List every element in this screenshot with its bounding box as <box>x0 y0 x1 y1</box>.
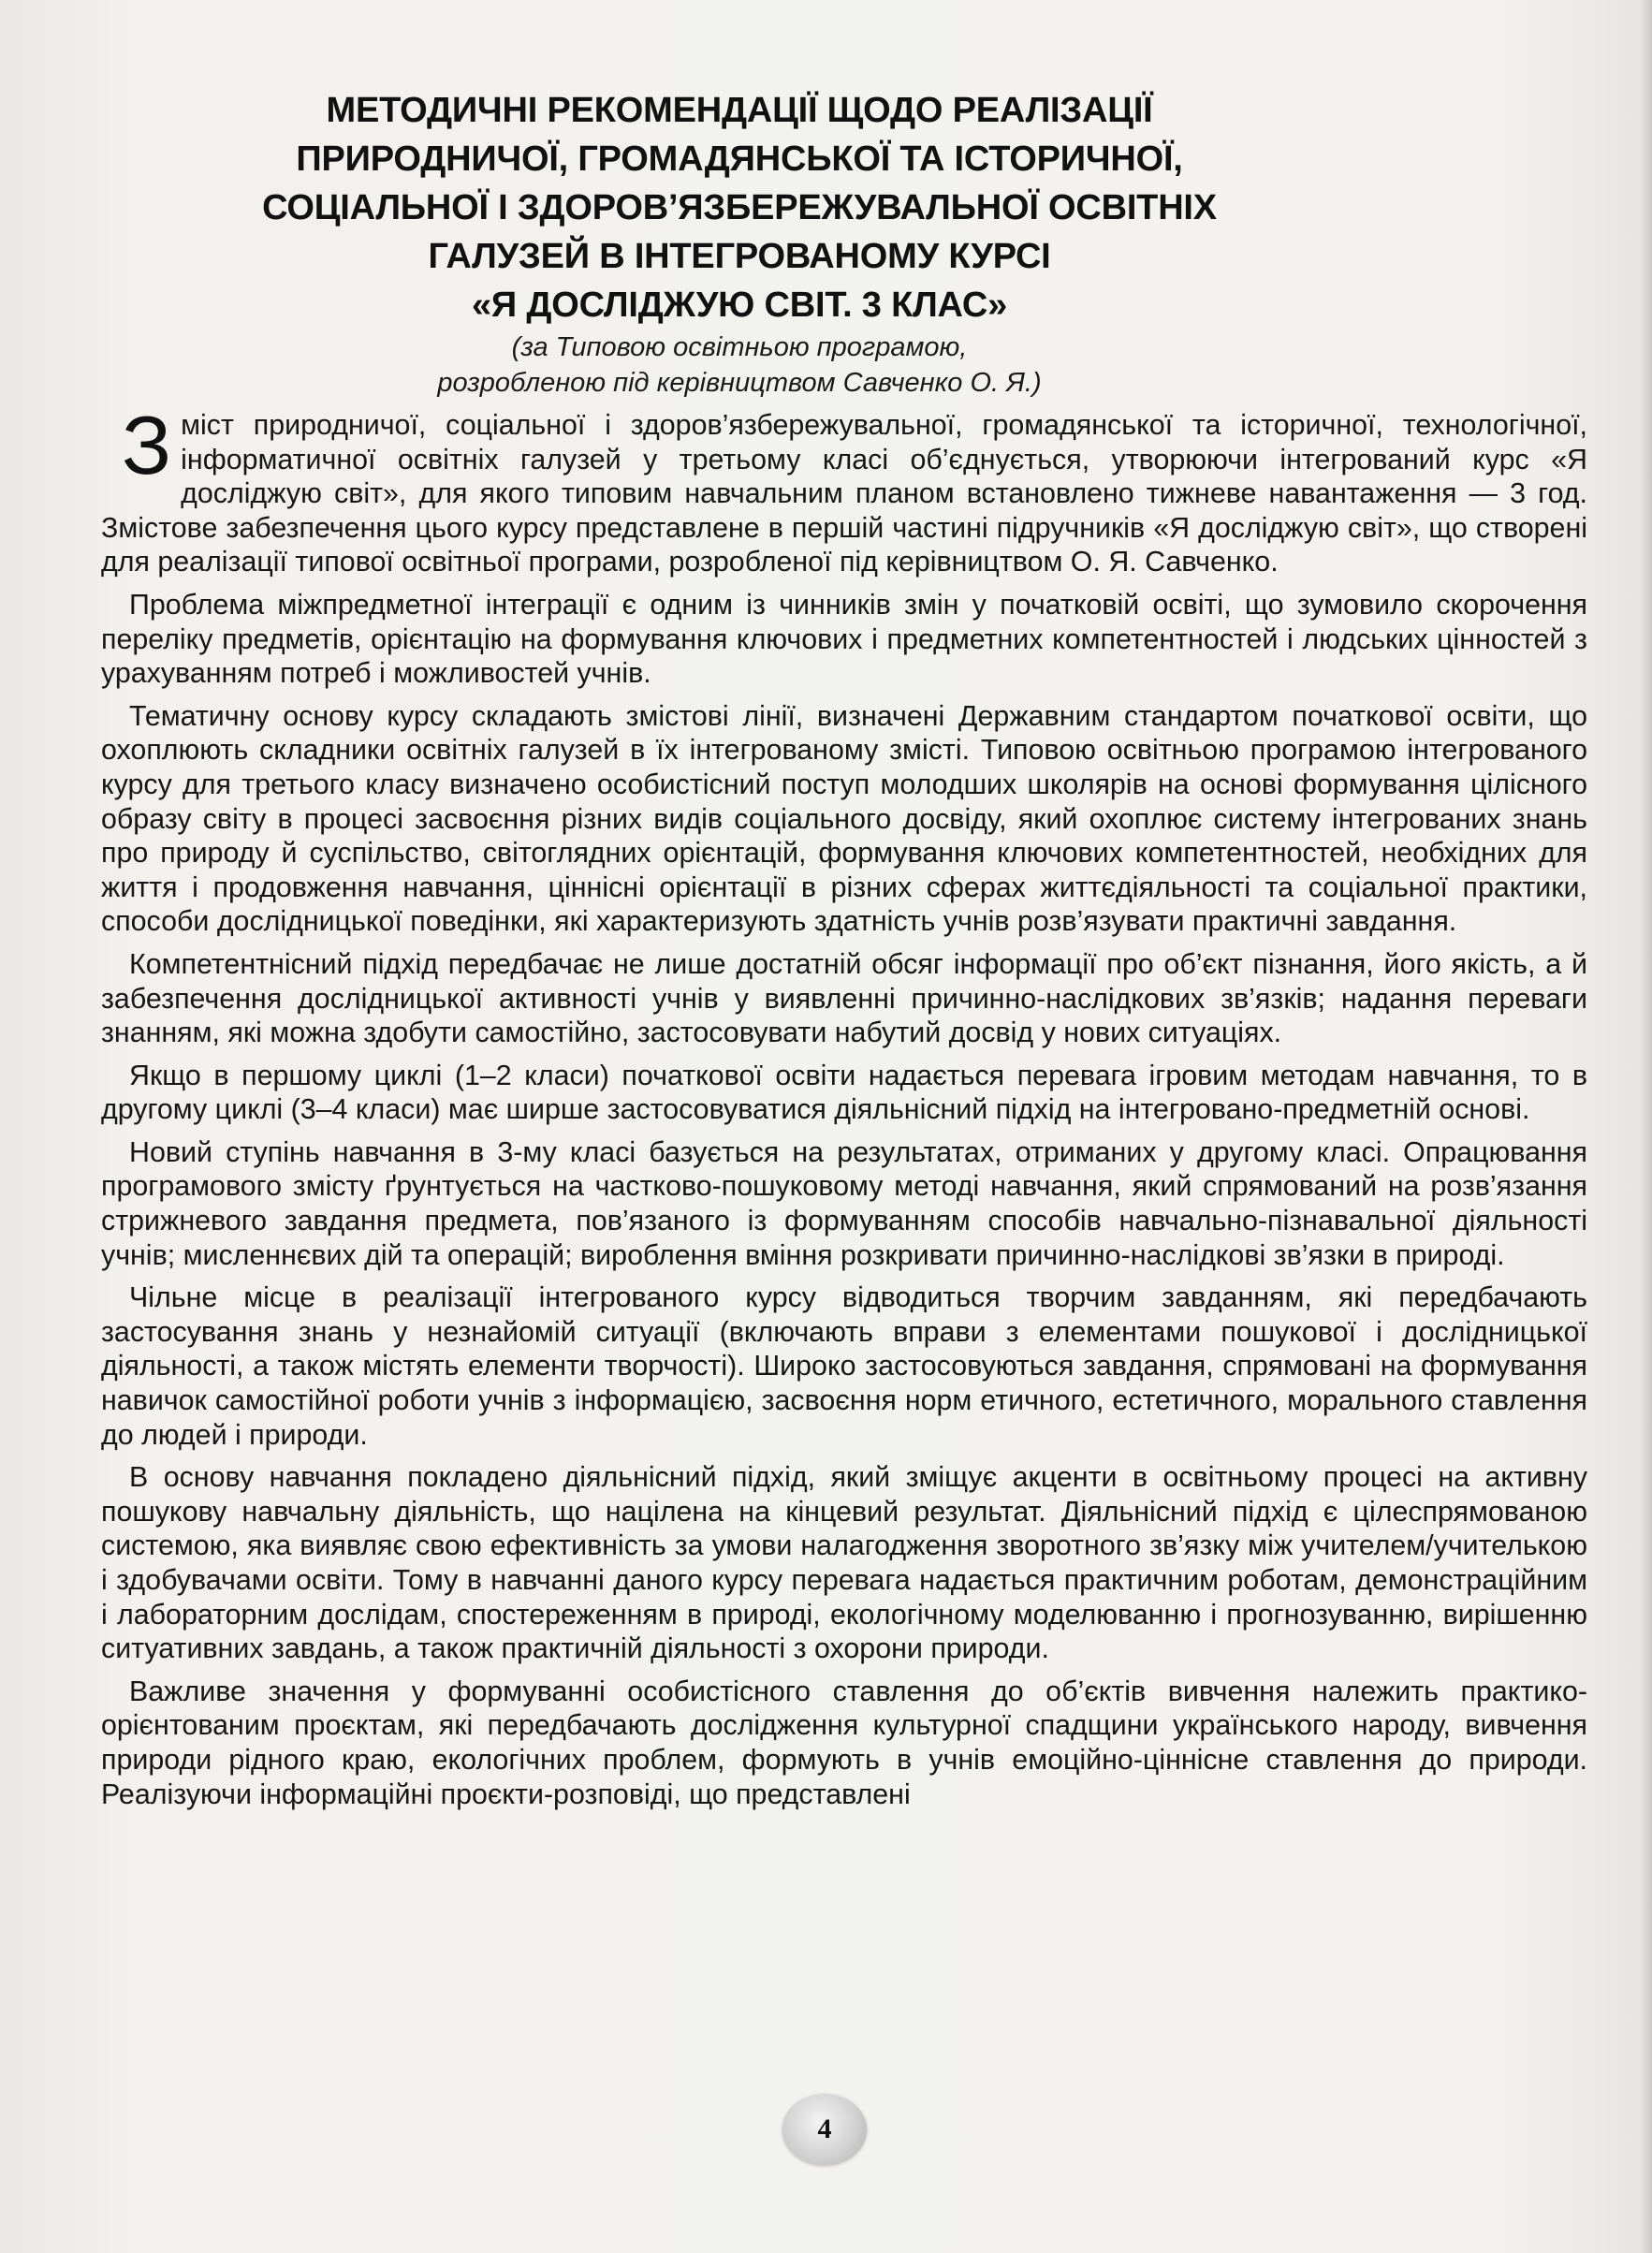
paragraph-text: міст природничої, соціальної і здоров’язбережувальної, громадянської та історичної, технологічної, інформатичної освітніх галузей у третьому класі об’єднується, утворюючи інтегрований курс «Я досліджую світ», для якого типовим навчальним планом встановлено тижневе навантаження — 3 год. Змістове забезпечення цього курсу представлене в першій частині підручників «Я досліджую світ», що створені для реалізації типової освітньої програми, розробленої під керівництвом О. Я. Савченко. <box>101 409 1587 578</box>
drop-cap: З <box>122 399 172 491</box>
document-title <box>243 86 1235 329</box>
title-line: СОЦІАЛЬНОЇ І ЗДОРОВ’ЯЗБЕРЕЖУВАЛЬНОЇ ОСВІТНІХ <box>262 188 1217 227</box>
document-body <box>101 399 1587 1811</box>
paragraph <box>101 399 1587 579</box>
paragraph: Тематичну основу курсу складають змістові лінії, визначені Державним стандартом початкової освіти, що охоплюють складники освітніх галузей в їх інтегрованому змісті. Типовою освітньою програмою інтегрованого курсу для третього класу визначено особистісний поступ молодших школярів на основі формування цілісного образу світу в процесі засвоєння різних видів соціального досвіду, який охоплює систему інтегрованих знань про природу й суспільство, світоглядних орієнтацій, формування ключових компетентностей, необхідних для життя і продовження навчання, ціннісні орієнтації в різних сферах життєдіяльності та соціальної практики, способи дослідницької поведінки, які характеризують здатність учнів розв’язувати практичні завдання. <box>101 699 1587 938</box>
subtitle-line: (за Типовою освітньою програмою, <box>511 332 968 362</box>
paragraph: Новий ступінь навчання в 3-му класі базується на результатах, отриманих у другому класі. Опрацювання програмового змісту ґрунтується на частково-пошуковому методі навчання, який спрямований на розв’язання стрижневого завдання предмета, пов’язаного із формуванням способів навчально-пізнавальної діяльності учнів; мисленнєвих дій та операцій; вироблення вміння розкривати причинно-наслідкові зв’язки в природі. <box>101 1135 1587 1271</box>
paragraph: Важливе значення у формуванні особистісного ставлення до об’єктів вивчення належить практико-орієнтованим проєктам, які передбачають дослідження культурної спадщини українського народу, вивчення природи рідного краю, екологічних проблем, формують в учнів емоційно-ціннісне ставлення до природи. Реалізуючи інформаційні проєкти-розповіді, що представлені <box>101 1675 1587 1810</box>
document-subtitle <box>243 329 1235 401</box>
title-line: ГАЛУЗЕЙ В ІНТЕГРОВАНОМУ КУРСІ <box>428 237 1051 276</box>
document-header <box>243 86 1235 401</box>
paragraph: Чільне місце в реалізації інтегрованого курсу відводиться творчим завданням, які передбачають застосування знань у незнайомій ситуації (включають вправи з елементами пошукової і дослідницької діяльності, а також містять елементи творчості). Широко застосовуються завдання, спрямовані на формування навичок самостійної роботи учнів з інформацією, засвоєння норм етичного, естетичного, морального ставлення до людей і природи. <box>101 1281 1587 1451</box>
title-line: МЕТОДИЧНІ РЕКОМЕНДАЦІЇ ЩОДО РЕАЛІЗАЦІЇ <box>326 91 1153 130</box>
paragraph: Проблема міжпредметної інтеграції є одним із чинників змін у початковій освіті, що зумовило скорочення переліку предметів, орієнтацію на формування ключових і предметних компетентностей і людських цінностей з урахуванням потреб і можливостей учнів. <box>101 588 1587 690</box>
page-edge-shadow <box>1639 0 1652 2253</box>
subtitle-line: розробленою під керівництвом Савченко О. Я.) <box>437 368 1042 398</box>
page-number-badge: 4 <box>782 2094 867 2165</box>
title-line: ПРИРОДНИЧОЇ, ГРОМАДЯНСЬКОЇ ТА ІСТОРИЧНОЇ, <box>296 139 1183 179</box>
paragraph: Компетентнісний підхід передбачає не лише достатній обсяг інформації про об’єкт пізнання, його якість, а й забезпечення дослідницької активності учнів у виявленні причинно-наслідкових зв’язків; надання переваги знанням, які можна здобути самостійно, застосовувати набутий досвід у нових ситуаціях. <box>101 947 1587 1049</box>
paragraph: В основу навчання покладено діяльнісний підхід, який зміщує акценти в освітньому процесі на активну пошукову навчальну діяльність, що націлена на кінцевий результат. Діяльнісний підхід є цілеспрямованою системою, яка виявляє свою ефективність за умови налагодження зворотного зв’язку між учителем/учителькою і здобувачами освіти. Тому в навчанні даного курсу перевага надається практичним роботам, демонстраційним і лабораторним дослідам, спостереженням в природі, екологічному моделюванню і прогнозуванню, вирішенню ситуативних завдань, а також практичній діяльності з охорони природи. <box>101 1461 1587 1665</box>
paragraph: Якщо в першому циклі (1–2 класи) початкової освіти надається перевага ігровим методам навчання, то в другому циклі (3–4 класи) має ширше застосовуватися діяльнісний підхід на інтегровано-предметній основі. <box>101 1059 1587 1126</box>
title-line: «Я ДОСЛІДЖУЮ СВІТ. 3 КЛАС» <box>472 285 1007 325</box>
